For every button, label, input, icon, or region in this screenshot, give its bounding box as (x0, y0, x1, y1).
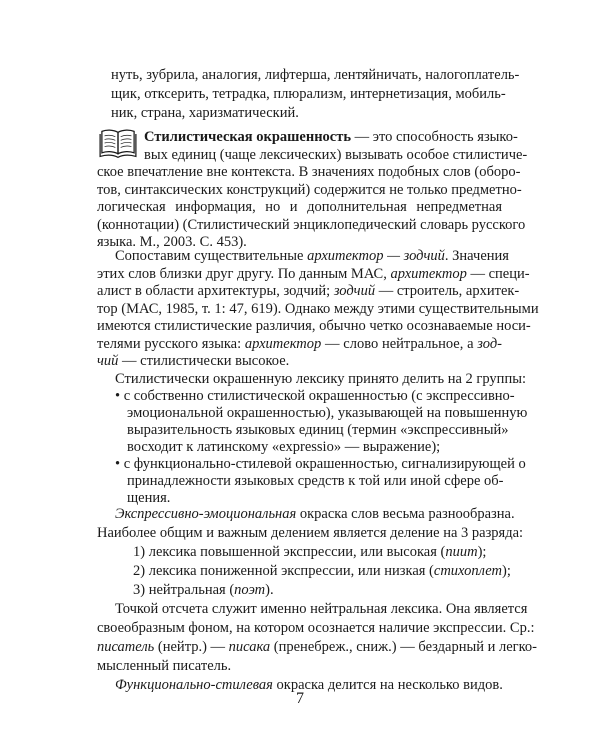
text-line: телями русского языка: архитектор — слово нейтральное, а зод- (97, 335, 502, 352)
definition-line: тов, синтаксических конструкций) содержится не только предметно- (97, 181, 522, 198)
text-line: Сопоставим существительные архитектор — зодчий. Значения (115, 248, 509, 264)
text-line: щик, отксерить, тетрадка, плюрализм, интернетизация, мобиль- (111, 86, 506, 102)
definition-line: (коннотации) (Стилистический энциклопедический словарь русского (97, 216, 526, 233)
definition-line: языка. М., 2003. С. 453). (97, 234, 247, 250)
text-line: мысленный писатель. (97, 658, 232, 674)
definition-line: Стилистическая окрашенность — это способность языко- (144, 129, 518, 145)
list-item-line: восходит к латинскому «expressio» — выражение); (127, 439, 441, 455)
list-item: 2) лексика пониженной экспрессии, или низкая (стихоплет); (133, 563, 511, 579)
text-line: писатель (нейтр.) — писака (пренебреж., сниж.) — бездарный и легко- (97, 639, 537, 655)
text-line: нуть, зубрила, аналогия, лифтерша, лентяйничать, налогоплатель- (111, 67, 520, 83)
definition-line: вых единиц (чаще лексических) вызывать особое стилистиче- (144, 146, 528, 163)
text-line: Функционально-стилевая окраска делится на несколько видов. (115, 677, 503, 693)
list-item: 1) лексика повышенной экспрессии, или высокая (пиит); (133, 544, 487, 560)
text-line: Стилистически окрашенную лексику принято делить на 2 группы: (115, 371, 526, 387)
definition-term: Стилистическая окрашенность (144, 129, 352, 145)
list-item: 3) нейтральная (поэт). (133, 582, 274, 598)
list-item-line: выразительность языковых единиц (термин «экспрессивный» (127, 422, 509, 438)
text-line: этих слов близки друг другу. По данным МАС, архитектор — специ- (97, 265, 530, 282)
page-number: 7 (296, 690, 304, 707)
text-line: Наиболее общим и важным делением является деление на 3 разряда: (97, 525, 524, 541)
text-line: Экспрессивно-эмоциональная окраска слов весьма разнообразна. (115, 506, 515, 522)
list-item-line: принадлежности языковых средств к той или иной сфере об- (127, 473, 504, 489)
list-item-line: эмоциональной окрашенностью), указывающей на повышенную (127, 405, 528, 421)
list-item: • с собственно стилистической окрашенностью (с экспрессивно- (115, 388, 515, 404)
text-line: чий — стилистически высокое. (97, 353, 290, 369)
text-line: своеобразным фоном, на котором осознается наличие экспрессии. Ср.: (97, 620, 535, 636)
text-line: Точкой отсчета служит именно нейтральная лексика. Она является (115, 601, 528, 617)
list-item-line: щения. (127, 490, 171, 506)
list-item: • с функционально-стилевой окрашенностью, сигнализирующей о (115, 456, 526, 472)
text-line: алист в области архитектуры, зодчий; зодчий — строитель, архитек- (97, 283, 520, 299)
text-line: имеются стилистические различия, обычно четко осознаваемые носи- (97, 318, 531, 334)
open-book-icon (97, 126, 139, 160)
definition-line: ское впечатление вне контекста. В значениях подобных слов (оборо- (97, 164, 521, 180)
text-line: ник, страна, харизматический. (111, 105, 299, 121)
text-line: тор (МАС, 1985, т. 1: 47, 619). Однако между этими существительными (97, 300, 539, 317)
definition-line: логическая информация, но и дополнительная непредметная (97, 199, 502, 215)
